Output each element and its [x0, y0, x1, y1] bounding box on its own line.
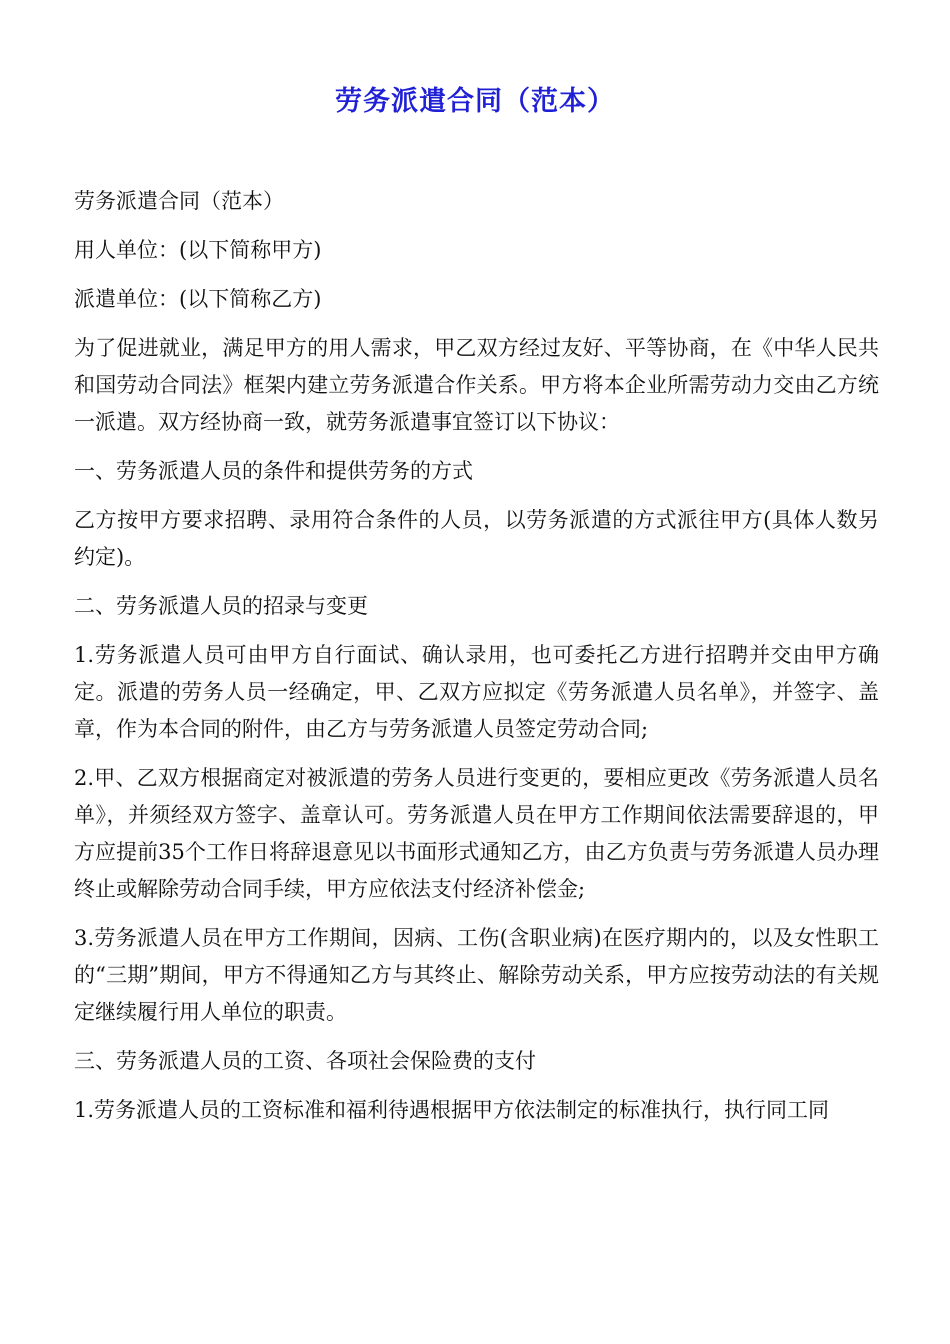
paragraph-section-1: 乙方按甲方要求招聘、录用符合条件的人员，以劳务派遣的方式派往甲方(具体人数另约定)。 — [74, 508, 879, 569]
paragraph-clause-2-3: 3.劳务派遣人员在甲方工作期间，因病、工伤(含职业病)在医疗期内的，以及女性职工的“三期”期间，甲方不得通知乙方与其终止、解除劳动关系，甲方应按劳动法的有关规定继续履行用人单位的职责。 — [74, 926, 879, 1024]
section-heading-3: 三、劳务派遣人员的工资、各项社会保险费的支付 — [74, 1049, 536, 1073]
section-heading-1: 一、劳务派遣人员的条件和提供劳务的方式 — [74, 459, 473, 483]
paragraph-preamble: 为了促进就业，满足甲方的用人需求，甲乙双方经过友好、平等协商，在《中华人民共和国劳动合同法》框架内建立劳务派遣合作关系。甲方将本企业所需劳动力交由乙方统一派遣。双方经协商一致，就劳务派遣事宜签订以下协议： — [74, 336, 879, 434]
paragraph-clause-2-1: 1.劳务派遣人员可由甲方自行面试、确认录用，也可委托乙方进行招聘并交由甲方确定。派遣的劳务人员一经确定，甲、乙双方应拟定《劳务派遣人员名单》，并签字、盖章，作为本合同的附件，由乙方与劳务派遣人员签定劳动合同; — [74, 643, 879, 741]
paragraph-clause-2-2: 2.甲、乙双方根据商定对被派遣的劳务人员进行变更的，要相应更改《劳务派遣人员名单》，并须经双方签字、盖章认可。劳务派遣人员在甲方工作期间依法需要辞退的，甲方应提前35个工作日将辞退意见以书面形式通知乙方，由乙方负责与劳务派遣人员办理终止或解除劳动合同手续，甲方应依法支付经济补偿金; — [74, 766, 879, 901]
document-title: 劳务派遣合同（范本） — [335, 86, 615, 117]
paragraph-heading-repeat: 劳务派遣合同（范本） — [74, 189, 284, 213]
paragraph-party-b: 派遣单位：(以下简称乙方) — [74, 287, 322, 311]
paragraph-party-a: 用人单位：(以下简称甲方) — [74, 238, 322, 262]
paragraph-clause-3-1: 1.劳务派遣人员的工资标准和福利待遇根据甲方依法制定的标准执行，执行同工同 — [74, 1098, 830, 1122]
document-body — [74, 183, 879, 1141]
section-heading-2: 二、劳务派遣人员的招录与变更 — [74, 594, 368, 618]
